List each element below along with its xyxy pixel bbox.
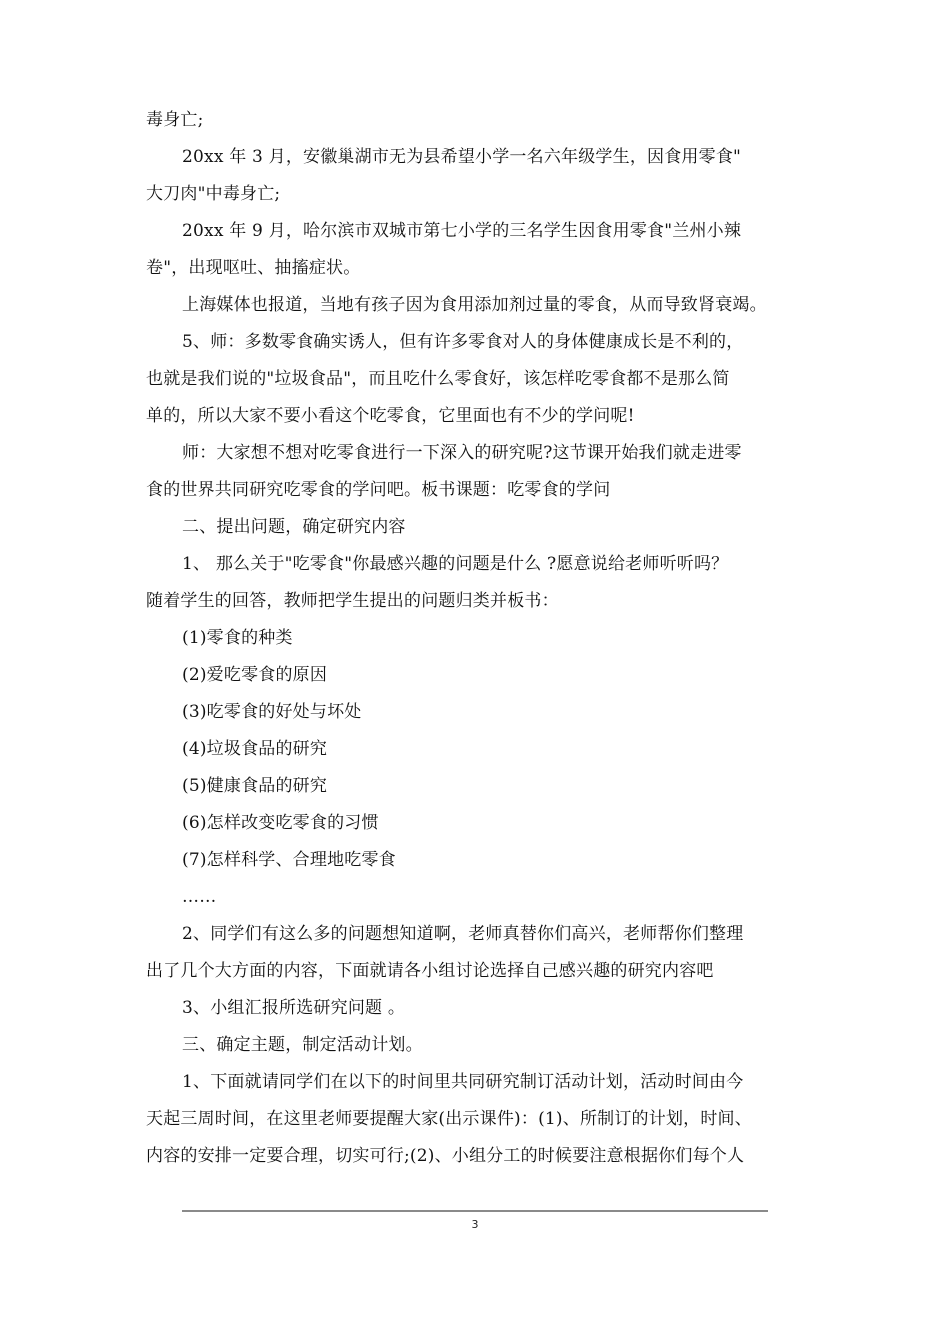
footer-divider bbox=[182, 1210, 768, 1212]
list-item: (3)吃零食的好处与坏处 bbox=[182, 702, 362, 722]
text-line: 5、师：多数零食确实诱人，但有许多零食对人的身体健康成长是不利的， bbox=[182, 332, 744, 352]
text-line: 上海媒体也报道，当地有孩子因为食用添加剂过量的零食，从而导致肾衰竭。 bbox=[182, 295, 767, 315]
list-item: (5)健康食品的研究 bbox=[182, 776, 328, 796]
text-line: 卷"，出现呕吐、抽搐症状。 bbox=[146, 258, 361, 278]
text-line: 也就是我们说的"垃圾食品"，而且吃什么零食好，该怎样吃零食都不是那么简 bbox=[146, 369, 730, 389]
ellipsis: …… bbox=[182, 887, 217, 907]
list-item: (4)垃圾食品的研究 bbox=[182, 739, 328, 759]
text-line: 1、下面就请同学们在以下的时间里共同研究制订活动计划，活动时间由今 bbox=[182, 1072, 744, 1092]
text-line: 大刀肉"中毒身亡; bbox=[146, 184, 281, 204]
text-line: 3、小组汇报所选研究问题 。 bbox=[182, 998, 406, 1018]
text-line: 毒身亡; bbox=[146, 110, 204, 130]
list-item: (1)零食的种类 bbox=[182, 628, 293, 648]
text-line: 单的，所以大家不要小看这个吃零食，它里面也有不少的学问呢! bbox=[146, 406, 635, 426]
page-number: 3 bbox=[471, 1218, 479, 1231]
body-text bbox=[146, 102, 806, 1175]
text-line: 20xx 年 3 月，安徽巢湖市无为县希望小学一名六年级学生，因食用零食" bbox=[182, 147, 742, 167]
text-line: 1、 那么关于"吃零食"你最感兴趣的问题是什么 ?愿意说给老师听听吗？ bbox=[182, 554, 729, 574]
section-heading: 二、提出问题，确定研究内容 bbox=[182, 517, 406, 537]
list-item: (2)爱吃零食的原因 bbox=[182, 665, 328, 685]
text-line: 20xx 年 9 月，哈尔滨市双城市第七小学的三名学生因食用零食"兰州小辣 bbox=[182, 221, 742, 241]
text-line: 内容的安排一定要合理，切实可行;(2)、小组分工的时候要注意根据你们每个人 bbox=[146, 1146, 745, 1166]
list-item: (6)怎样改变吃零食的习惯 bbox=[182, 813, 379, 833]
text-line: 2、同学们有这么多的问题想知道啊，老师真替你们高兴，老师帮你们整理 bbox=[182, 924, 744, 944]
text-line: 随着学生的回答，教师把学生提出的问题归类并板书： bbox=[146, 591, 559, 611]
text-line: 出了几个大方面的内容，下面就请各小组讨论选择自己感兴趣的研究内容吧 bbox=[146, 961, 714, 981]
text-line: 师：大家想不想对吃零食进行一下深入的研究呢?这节课开始我们就走进零 bbox=[182, 443, 742, 463]
text-line: 天起三周时间，在这里老师要提醒大家(出示课件)：(1)、所制订的计划，时间、 bbox=[146, 1109, 752, 1129]
list-item: (7)怎样科学、合理地吃零食 bbox=[182, 850, 396, 870]
section-heading: 三、确定主题，制定活动计划。 bbox=[182, 1035, 423, 1055]
text-line: 食的世界共同研究吃零食的学问吧。板书课题：吃零食的学问 bbox=[146, 480, 611, 500]
